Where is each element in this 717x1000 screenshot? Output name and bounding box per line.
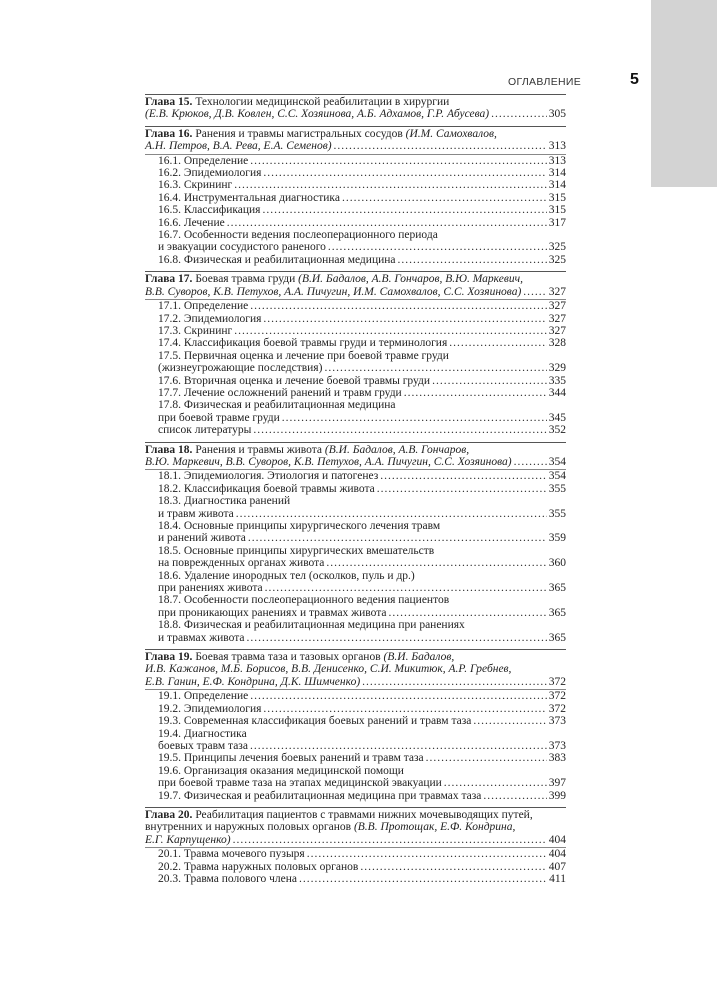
chapter-20 [145, 807, 566, 885]
header-label: ОГЛАВЛЕНИЕ [508, 76, 582, 88]
dot-leader [473, 715, 546, 727]
section-title: (жизнеугрожающие последствия) [158, 362, 323, 375]
section-entry[interactable] [158, 607, 566, 619]
dot-leader [250, 690, 547, 702]
section-entry[interactable] [158, 790, 566, 802]
section-entry[interactable] [158, 254, 566, 266]
chapter-authors: А.Н. Петров, В.А. Рева, Е.А. Семенов) [145, 140, 332, 153]
dot-leader [263, 167, 546, 179]
dot-leader [262, 204, 546, 216]
chapter-authors: (В.И. Бадалов, А.В. Гончаров, В.Ю. Маркевич, [298, 273, 523, 286]
section-page: 344 [548, 386, 566, 399]
section-entry[interactable] [158, 703, 566, 715]
section-page: 327 [548, 312, 566, 325]
chapter-page: 404 [548, 833, 566, 846]
dot-leader [398, 254, 547, 266]
section-title: при боевой травме таза на этапах медицинской эвакуации [158, 777, 442, 790]
chapter-title: Ранения и травмы живота [195, 443, 323, 456]
section-entry[interactable] [158, 412, 566, 424]
section-page: 315 [548, 204, 566, 217]
section-title: и эвакуации сосудистого раненого [158, 241, 326, 254]
dot-leader [236, 508, 547, 520]
section-entry[interactable] [158, 241, 566, 253]
chapter-entry[interactable] [145, 456, 566, 468]
section-page: 365 [548, 631, 566, 644]
section-title: 17.4. Классификация боевой травмы груди и терминология [158, 337, 448, 350]
section-entry[interactable] [158, 582, 566, 594]
dot-leader [449, 337, 547, 349]
dot-leader [360, 861, 546, 873]
section-title: и ранений живота [158, 532, 246, 545]
chapter-entry[interactable] [145, 286, 566, 298]
dot-leader [250, 155, 547, 167]
section-title: 17.1. Определение [158, 300, 249, 313]
chapter-authors: В.Ю. Маркевич, В.В. Суворов, К.В. Петухов, А.А. Пичугин, С.С. Хозяинова) [145, 455, 512, 468]
section-title: при проникающих ранениях и травмах живота [158, 606, 387, 619]
side-tab [651, 0, 717, 187]
chapter-entry[interactable] [145, 834, 566, 846]
section-title: 19.5. Принципы лечения боевых ранений и травм таза [158, 752, 424, 765]
section-title: 17.2. Эпидемиология [158, 312, 262, 325]
chapter-label: Глава 16. [145, 127, 193, 140]
dot-leader [247, 632, 547, 644]
chapter-authors: Е.В. Ганин, Е.Ф. Кондрина, Д.К. Шимченко) [145, 675, 361, 688]
section-title: 16.3. Скрининг [158, 179, 233, 192]
dot-leader [389, 607, 547, 619]
dot-leader [227, 217, 547, 229]
chapter-page: 354 [548, 455, 566, 468]
dot-leader [282, 412, 547, 424]
section-title-first-line: 17.8. Физическая и реабилитационная медицина [158, 399, 396, 412]
section-entry[interactable] [158, 204, 566, 216]
section-entry[interactable] [158, 387, 566, 399]
section-page: 397 [548, 777, 566, 790]
section-title: 16.1. Определение [158, 154, 249, 167]
section-page: 328 [548, 337, 566, 350]
dot-leader [299, 873, 547, 885]
section-page: 354 [548, 470, 566, 483]
section-entry[interactable] [158, 752, 566, 764]
section-title: список литературы [158, 424, 252, 437]
section-title-first-line: 19.6. Организация оказания медицинской помощи [158, 764, 404, 777]
section-page: 365 [548, 582, 566, 595]
chapter-18 [145, 442, 566, 645]
section-entry[interactable] [158, 167, 566, 179]
section-entry[interactable] [158, 155, 566, 167]
dot-leader [426, 752, 547, 764]
section-page: 373 [548, 739, 566, 752]
section-page: 411 [549, 872, 566, 885]
section-entry[interactable] [158, 557, 566, 569]
section-entry[interactable] [158, 873, 566, 885]
section-entry[interactable] [158, 313, 566, 325]
section-list [145, 847, 566, 885]
section-title-first-line: 19.4. Диагностика [158, 727, 247, 740]
section-entry[interactable] [158, 690, 566, 702]
section-page: 315 [548, 191, 566, 204]
section-entry[interactable] [158, 848, 566, 860]
section-page: 404 [548, 848, 566, 861]
dot-leader [342, 192, 547, 204]
section-title-first-line: 17.5. Первичная оценка и лечение при боевой травме груди [158, 349, 449, 362]
dot-leader [334, 140, 547, 152]
section-page: 327 [548, 300, 566, 313]
chapter-title: Ранения и травмы магистральных сосудов [195, 127, 403, 140]
section-entry[interactable] [158, 337, 566, 349]
chapter-label: Глава 20. [145, 808, 193, 821]
section-title: 20.3. Травма полового члена [158, 872, 298, 885]
chapter-label: Глава 18. [145, 443, 193, 456]
section-page: 335 [548, 374, 566, 387]
section-page: 352 [548, 424, 566, 437]
chapter-entry[interactable] [145, 140, 566, 152]
section-title: 17.7. Лечение осложнений ранений и травм груди [158, 386, 402, 399]
section-page: 327 [548, 324, 566, 337]
chapter-title: внутренних и наружных половых органов [145, 821, 352, 834]
dot-leader [234, 325, 547, 337]
section-page: 359 [548, 532, 566, 545]
chapter-page: 313 [548, 140, 566, 153]
section-page: 383 [548, 752, 566, 765]
section-title: 19.1. Определение [158, 690, 249, 703]
chapter-16 [145, 126, 566, 266]
chapter-title: Технологии медицинской реабилитации в хирургии [195, 96, 450, 108]
section-page: 365 [548, 606, 566, 619]
dot-leader [307, 848, 547, 860]
section-title-first-line: 18.5. Основные принципы хирургических вмешательств [158, 544, 435, 557]
section-title: 16.6. Лечение [158, 216, 225, 229]
section-entry[interactable] [158, 192, 566, 204]
chapter-authors: (Е.В. Крюков, Д.В. Ковлен, С.С. Хозяинова, А.Б. Адхамов, Г.Р. Абусева) [145, 108, 490, 121]
chapter-authors: В.В. Суворов, К.В. Петухов, А.А. Пичугин, И.М. Самохвалов, С.С. Хозяинова) [145, 285, 522, 298]
section-page: 373 [548, 715, 566, 728]
dot-leader [523, 286, 546, 298]
chapter-page: 305 [548, 108, 566, 121]
section-entry[interactable] [158, 470, 566, 482]
section-entry[interactable] [158, 325, 566, 337]
section-entry[interactable] [158, 861, 566, 873]
dot-leader [324, 362, 546, 374]
section-page: 407 [548, 860, 566, 873]
section-title: 19.7. Физическая и реабилитационная медицина при травмах таза [158, 789, 482, 802]
section-entry[interactable] [158, 632, 566, 644]
dot-leader [432, 375, 547, 387]
section-title: 17.3. Скрининг [158, 324, 233, 337]
chapter-entry[interactable] [145, 676, 566, 688]
section-entry[interactable] [158, 362, 566, 374]
section-entry[interactable] [158, 217, 566, 229]
section-entry[interactable] [158, 777, 566, 789]
section-page: 355 [548, 482, 566, 495]
section-entry[interactable] [158, 300, 566, 312]
chapter-page: 372 [548, 675, 566, 688]
section-title-first-line: 16.7. Особенности ведения послеоперационного периода [158, 229, 438, 242]
chapter-authors: И.В. Кажанов, М.Б. Борисов, В.В. Денисенко, С.И. Микитюк, А.Р. Гребнев, [145, 663, 512, 676]
chapter-authors: (И.М. Самохвалов, [405, 127, 497, 140]
section-title: 20.1. Травма мочевого пузыря [158, 848, 305, 861]
section-title-first-line: 18.7. Особенности послеоперационного ведения пациентов [158, 594, 450, 607]
dot-leader [404, 387, 547, 399]
running-header [508, 71, 639, 92]
section-page: 325 [548, 253, 566, 266]
section-title: и травмах живота [158, 631, 245, 644]
dot-leader [380, 470, 546, 482]
dot-leader [491, 108, 547, 120]
chapter-label: Глава 19. [145, 651, 193, 664]
section-title: 19.2. Эпидемиология [158, 702, 262, 715]
dot-leader [253, 424, 546, 436]
chapter-title: Боевая травма груди [195, 273, 296, 286]
chapter-authors: Е.Г. Карпущенко) [145, 833, 231, 846]
section-title-first-line: 18.6. Удаление инородных тел (осколков, пуль и др.) [158, 569, 415, 582]
dot-leader [265, 582, 547, 594]
section-list [145, 154, 566, 267]
section-entry[interactable] [158, 715, 566, 727]
section-page: 314 [548, 179, 566, 192]
dot-leader [444, 777, 547, 789]
dot-leader [250, 300, 547, 312]
section-list [145, 299, 566, 436]
section-page: 329 [548, 362, 566, 375]
section-title: 18.2. Классификация боевой травмы живота [158, 482, 375, 495]
chapter-label: Глава 15. [145, 96, 193, 108]
section-page: 360 [548, 557, 566, 570]
section-entry[interactable] [158, 508, 566, 520]
dot-leader [483, 790, 546, 802]
dot-leader [377, 483, 547, 495]
dot-leader [328, 241, 547, 253]
section-title: 16.4. Инструментальная диагностика [158, 191, 340, 204]
section-page: 325 [548, 241, 566, 254]
dot-leader [248, 532, 547, 544]
chapter-title: Боевая травма таза и тазовых органов [195, 651, 381, 664]
section-page: 345 [548, 411, 566, 424]
chapter-authors: (В.В. Протощак, Е.Ф. Кондрина, [353, 821, 516, 834]
section-list [145, 469, 566, 644]
section-entry[interactable] [158, 424, 566, 436]
section-title: 17.6. Вторичная оценка и лечение боевой травмы груди [158, 374, 431, 387]
dot-leader [250, 740, 547, 752]
dot-leader [362, 676, 547, 688]
section-title: 19.3. Современная классификация боевых ранений и травм таза [158, 715, 472, 728]
section-title-first-line: 18.8. Физическая и реабилитационная медицина при ранениях [158, 619, 465, 632]
chapter-page: 327 [548, 285, 566, 298]
dot-leader [514, 456, 547, 468]
dot-leader [234, 179, 547, 191]
section-page: 372 [548, 702, 566, 715]
section-title: 18.1. Эпидемиология. Этиология и патогенез [158, 470, 379, 483]
chapter-label: Глава 17. [145, 273, 193, 286]
section-title: 16.8. Физическая и реабилитационная медицина [158, 253, 396, 266]
section-page: 399 [548, 789, 566, 802]
dot-leader [326, 557, 546, 569]
section-title-first-line: 18.3. Диагностика ранений [158, 495, 291, 508]
section-entry[interactable] [158, 740, 566, 752]
section-title: 20.2. Травма наружных половых органов [158, 860, 359, 873]
section-title: на поврежденных органах живота [158, 557, 325, 570]
section-title: 16.2. Эпидемиология [158, 167, 262, 180]
chapter-17 [145, 271, 566, 436]
table-of-contents [145, 94, 566, 885]
section-page: 372 [548, 690, 566, 703]
chapter-15 [145, 94, 566, 121]
section-title: при ранениях живота [158, 582, 263, 595]
chapter-title: Реабилитация пациентов с травмами нижних мочевыводящих путей, [195, 808, 533, 821]
page-number: 5 [630, 71, 639, 88]
section-title-first-line: 18.4. Основные принципы хирургического лечения травм [158, 520, 441, 532]
section-entry[interactable] [158, 483, 566, 495]
section-page: 317 [548, 216, 566, 229]
section-title: боевых травм таза [158, 739, 248, 752]
section-title: при боевой травме груди [158, 411, 280, 424]
dot-leader [263, 703, 546, 715]
chapter-authors: (В.И. Бадалов, [383, 651, 455, 664]
chapter-entry[interactable] [145, 108, 566, 120]
section-page: 355 [548, 507, 566, 520]
section-entry[interactable] [158, 179, 566, 191]
section-entry[interactable] [158, 375, 566, 387]
chapter-19 [145, 649, 566, 802]
section-list [145, 689, 566, 802]
dot-leader [263, 313, 546, 325]
dot-leader [233, 834, 547, 846]
section-page: 314 [548, 167, 566, 180]
section-title: 16.5. Классификация [158, 204, 261, 217]
section-entry[interactable] [158, 532, 566, 544]
chapter-authors: (В.И. Бадалов, А.В. Гончаров, [324, 443, 470, 456]
section-title: и травм живота [158, 507, 234, 520]
section-page: 313 [548, 154, 566, 167]
